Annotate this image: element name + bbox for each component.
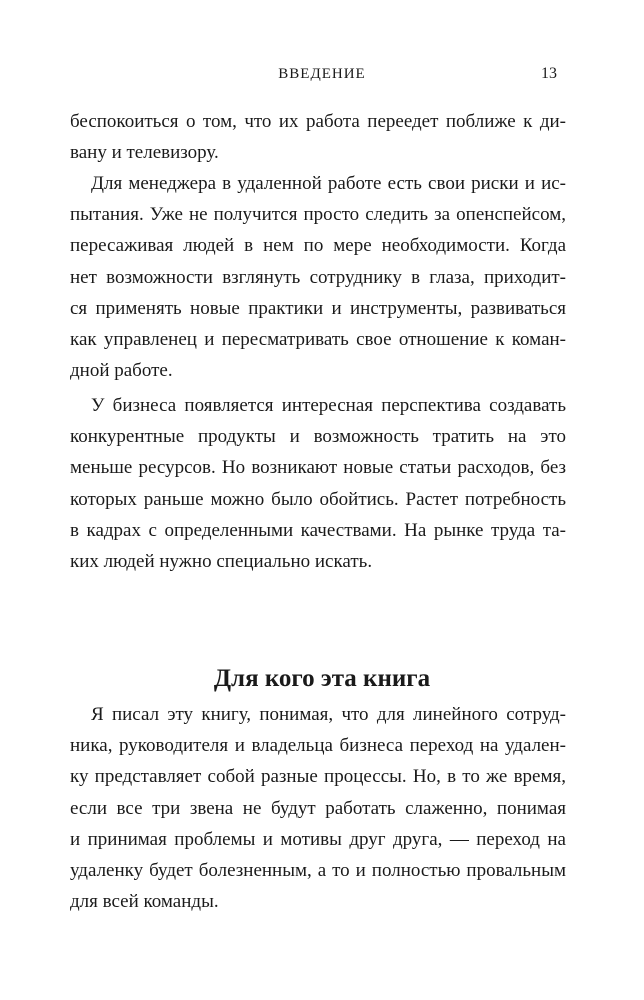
text-line: ся применять новые практики и инструменты, развиваться — [70, 297, 566, 319]
paragraph-1 — [70, 106, 566, 168]
text-line: если все три звена не будут работать слаженно, понимая — [70, 797, 566, 819]
text-line: в кадрах с определенными качествами. На рынке труда та- — [70, 519, 566, 541]
text-line: для всей команды. — [70, 891, 219, 913]
text-line: Я писал эту книгу, понимая, что для линейного сотруд- — [91, 704, 566, 725]
text-line: Для менеджера в удаленной работе есть свои риски и ис- — [91, 173, 566, 194]
running-head — [0, 62, 644, 86]
text-line: беспокоиться о том, что их работа переедет поближе к ди- — [70, 111, 566, 132]
text-line: пересаживая людей в нем по мере необходимости. Когда — [70, 235, 566, 257]
paragraph-2 — [70, 168, 566, 386]
running-title: ВВЕДЕНИЕ — [278, 66, 366, 82]
text-line: удаленку будет болезненным, а то и полностью провальным — [70, 860, 566, 882]
page-number: 13 — [541, 65, 557, 82]
text-line: ника, руководителя и владельца бизнеса переход на удален- — [70, 735, 566, 757]
text-line: меньше ресурсов. Но возникают новые статьи расходов, без — [70, 457, 566, 479]
paragraph-4 — [70, 699, 566, 917]
text-line: У бизнеса появляется интересная перспектива создавать — [91, 395, 566, 416]
text-line: пытания. Уже не получится просто следить за опенспейсом, — [70, 204, 566, 226]
text-line: которых раньше можно было обойтись. Растет потребность — [70, 488, 566, 510]
text-line: нет возможности взглянуть сотруднику в глаза, приходит- — [70, 266, 566, 288]
paragraph-3 — [70, 390, 566, 577]
text-line: ку представляет собой разные процессы. Но, в то же время, — [70, 766, 566, 788]
section-heading: Для кого эта книга — [213, 664, 431, 692]
text-line: вану и телевизору. — [70, 142, 219, 164]
text-line: дной работе. — [70, 360, 173, 382]
text-line: ких людей нужно специально искать. — [70, 551, 373, 573]
text-line: как управленец и пересматривать свое отношение к коман- — [70, 329, 566, 351]
text-line: и принимая проблемы и мотивы друг друга, — переход на — [70, 828, 566, 850]
text-line: конкурентные продукты и возможность тратить на это — [70, 426, 566, 448]
